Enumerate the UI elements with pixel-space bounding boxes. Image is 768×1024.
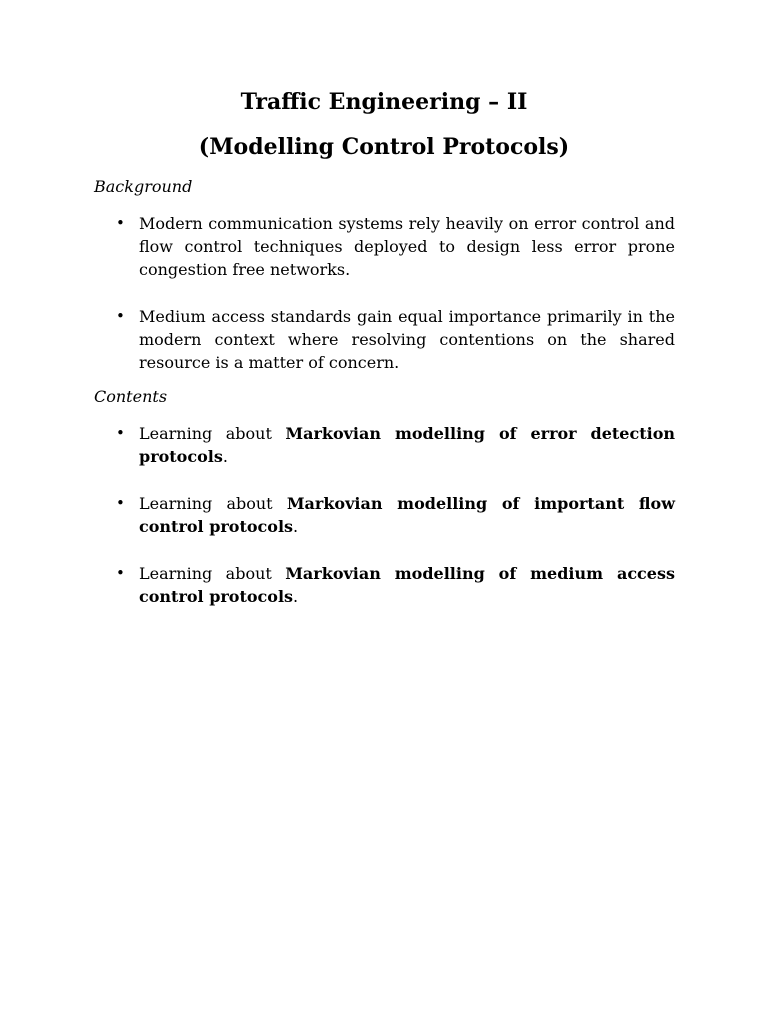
list-item-bold-topic: Markovian modelling of medium access control protocols [139,564,675,606]
bullet-icon: • [116,307,125,325]
bullet-icon: • [116,494,125,512]
page-title: Traffic Engineering – II [240,89,528,115]
list-item-text [139,562,675,608]
list-item-text [139,422,675,468]
contents-heading: Contents [94,387,168,406]
page-subtitle: (Modelling Control Protocols) [198,134,570,160]
list-item [0,492,768,538]
list-item-text: Medium access standards gain equal importance primarily in the modern context where resolving contentions on the shared resource is a matter of concern. [139,307,675,372]
contents-list [0,422,768,608]
bullet-icon: • [116,424,125,442]
background-heading: Background [94,177,193,196]
background-list [0,212,768,374]
list-item-bold-topic: Markovian modelling of important flow control protocols [139,494,675,536]
list-item-prefix: Learning about [139,424,286,443]
list-item [0,562,768,608]
list-item [0,422,768,468]
list-item-text: Modern communication systems rely heavily on error control and flow control techniques deployed to design less error prone congestion free networks. [139,214,675,279]
list-item-bold-topic: Markovian modelling of error detection protocols [139,424,676,466]
bullet-icon: • [116,214,125,232]
list-item [0,212,768,281]
list-item-prefix: Learning about [139,564,286,583]
list-item-suffix: . [293,517,299,536]
list-item [0,305,768,374]
list-item-text [139,492,675,538]
list-item-suffix: . [293,587,299,606]
list-item-suffix: . [222,447,228,466]
bullet-icon: • [116,564,125,582]
list-item-prefix: Learning about [139,494,287,513]
